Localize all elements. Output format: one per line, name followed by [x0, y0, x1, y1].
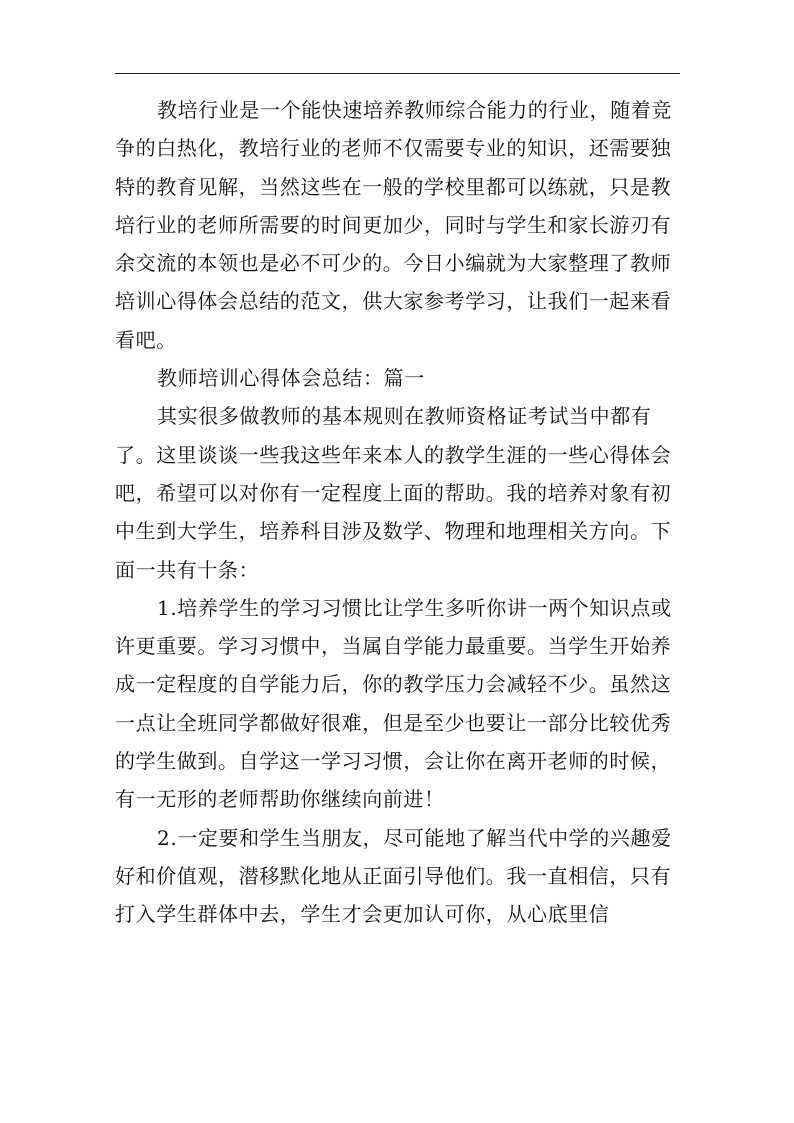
section-heading: 教师培训心得体会总结：篇一: [157, 366, 425, 391]
point-one-paragraph: 1.培养学生的学习习惯比让学生多听你讲一两个知识点或许更重要。学习习惯中，当属自学能力最重要。当学生开始养成一定程度的自学能力后，你的教学压力会减轻不少。虽然这一点让全班同学都做好很难，但是至少也要让一部分比较优秀的学生做到。自学这一学习习惯，会让你在离开老师的时候，有一无形的老师帮助你继续向前进！: [115, 595, 672, 812]
document-body: [115, 91, 680, 934]
intro-paragraph: 教培行业是一个能快速培养教师综合能力的行业，随着竞争的白热化，教培行业的老师不仅需要专业的知识，还需要独特的教育见解，当然这些在一般的学校里都可以练就，只是教培行业的老师所需要的时间更加少，同时与学生和家长游刃有余交流的本领也是必不可少的。今日小编就为大家整理了教师培训心得体会总结的范文，供大家参考学习，让我们一起来看看吧。: [115, 98, 672, 352]
point-two-paragraph: 2.一定要和学生当朋友，尽可能地了解当代中学的兴趣爱好和价值观，潜移默化地从正面引导他们。我一直相信，只有打入学生群体中去，学生才会更加认可你，从心底里信: [115, 825, 672, 927]
header-rule: [115, 73, 680, 74]
section-paragraph: 其实很多做教师的基本规则在教师资格证考试当中都有了。这里谈谈一些我这些年来本人的教学生涯的一些心得体会吧，希望可以对你有一定程度上面的帮助。我的培养对象有初中生到大学生，培养科目涉及数学、物理和地理相关方向。下面一共有十条：: [115, 404, 672, 582]
